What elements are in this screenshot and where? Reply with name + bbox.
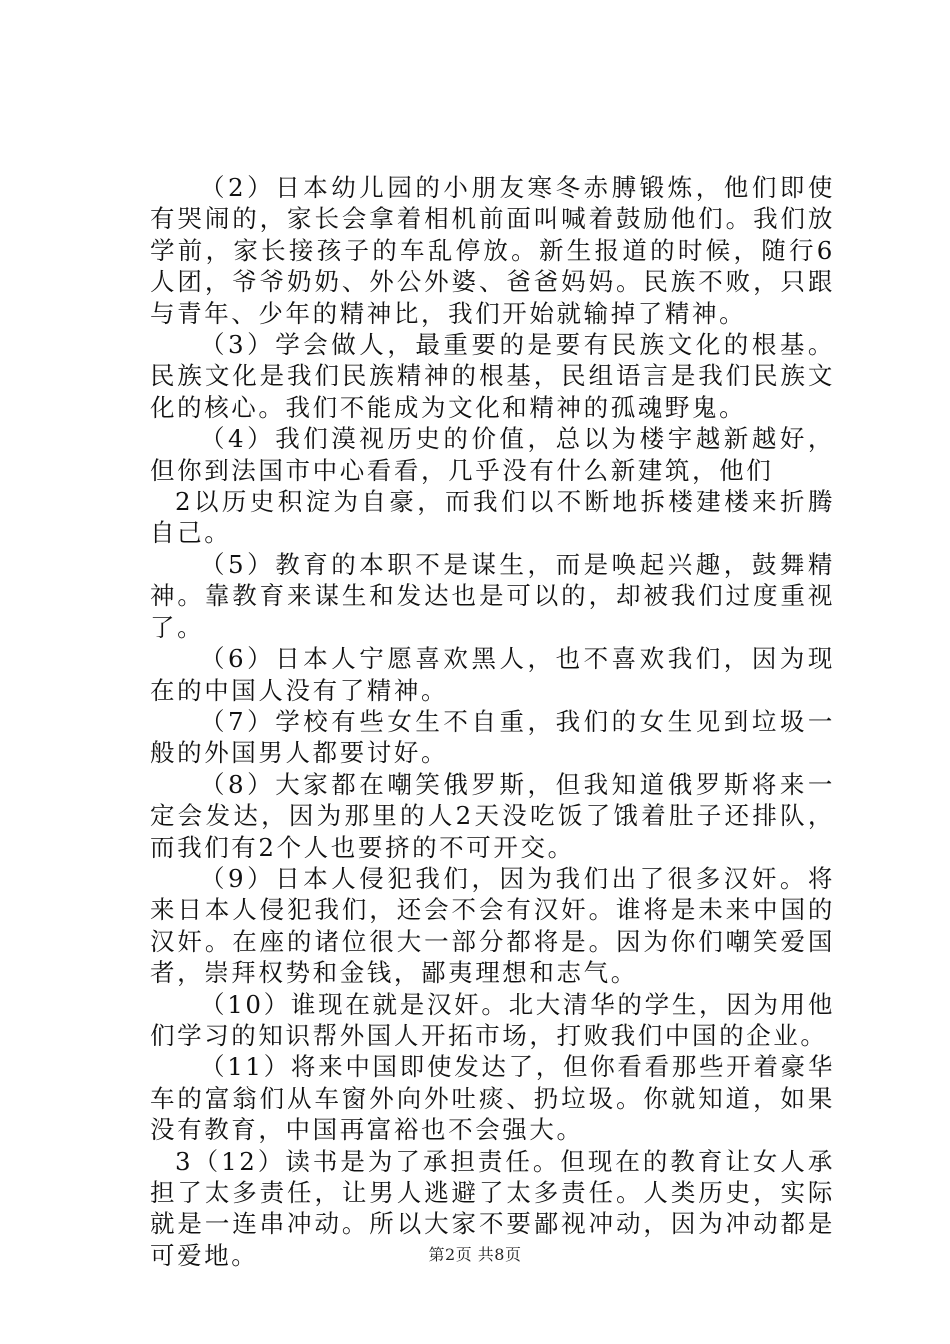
- paragraph-3: （3）学会做人，最重要的是要有民族文化的根基。民族文化是我们民族精神的根基，民组语言是我们民族文化的核心。我们不能成为文化和精神的孤魂野鬼。: [150, 330, 835, 422]
- paragraph-12: 3（12）读书是为了承担责任。但现在的教育让女人承担了太多责任，让男人逃避了太多责任。人类历史，实际就是一连串冲动。所以大家不要鄙视冲动，因为冲动都是可爱地。: [150, 1146, 835, 1270]
- page-footer: 第2页 共8页: [428, 1245, 522, 1264]
- paragraph-2: （2）日本幼儿园的小朋友寒冬赤膊锻炼，他们即使有哭闹的，家长会拿着相机前面叫喊着鼓励他们。我们放学前，家长接孩子的车乱停放。新生报道的时候，随行6人团，爷爷奶奶、外公外婆、爸爸妈妈。民族不败，只跟与青年、少年的精神比，我们开始就输掉了精神。: [150, 173, 835, 328]
- paragraph-7: （7）学校有些女生不自重，我们的女生见到垃圾一般的外国男人都要讨好。: [150, 706, 835, 768]
- paragraph-9: （9）日本人侵犯我们，因为我们出了很多汉奸。将来日本人侵犯我们，还会不会有汉奸。谁将是未来中国的汉奸。在座的诸位很大一部分都将是。因为你们嘲笑爱国者，崇拜权势和金钱，鄙夷理想和志气。: [150, 863, 835, 988]
- paragraph-4-continued: 2以历史积淀为自豪，而我们以不断地拆楼建楼来折腾自己。: [150, 487, 835, 548]
- paragraph-6: （6）日本人宁愿喜欢黑人，也不喜欢我们，因为现在的中国人没有了精神。: [150, 644, 835, 705]
- paragraph-10: （10）谁现在就是汉奸。北大清华的学生，因为用他们学习的知识帮外国人开拓市场，打败我们中国的企业。: [150, 989, 835, 1050]
- paragraph-8: （8）大家都在嘲笑俄罗斯，但我知道俄罗斯将来一定会发达，因为那里的人2天没吃饭了饿着肚子还排队，而我们有2个人也要挤的不可开交。: [150, 769, 835, 862]
- paragraph-4: （4）我们漠视历史的价值，总以为楼宇越新越好，但你到法国市中心看看，几乎没有什么新建筑，他们: [150, 424, 835, 485]
- paragraph-11: （11）将来中国即使发达了，但你看看那些开着豪华车的富翁们从车窗外向外吐痰、扔垃圾。你就知道，如果没有教育，中国再富裕也不会强大。: [150, 1052, 835, 1145]
- document-body: [150, 172, 835, 1271]
- paragraph-5: （5）教育的本职不是谋生，而是唤起兴趣，鼓舞精神。靠教育来谋生和发达也是可以的，却被我们过度重视了。: [150, 549, 835, 642]
